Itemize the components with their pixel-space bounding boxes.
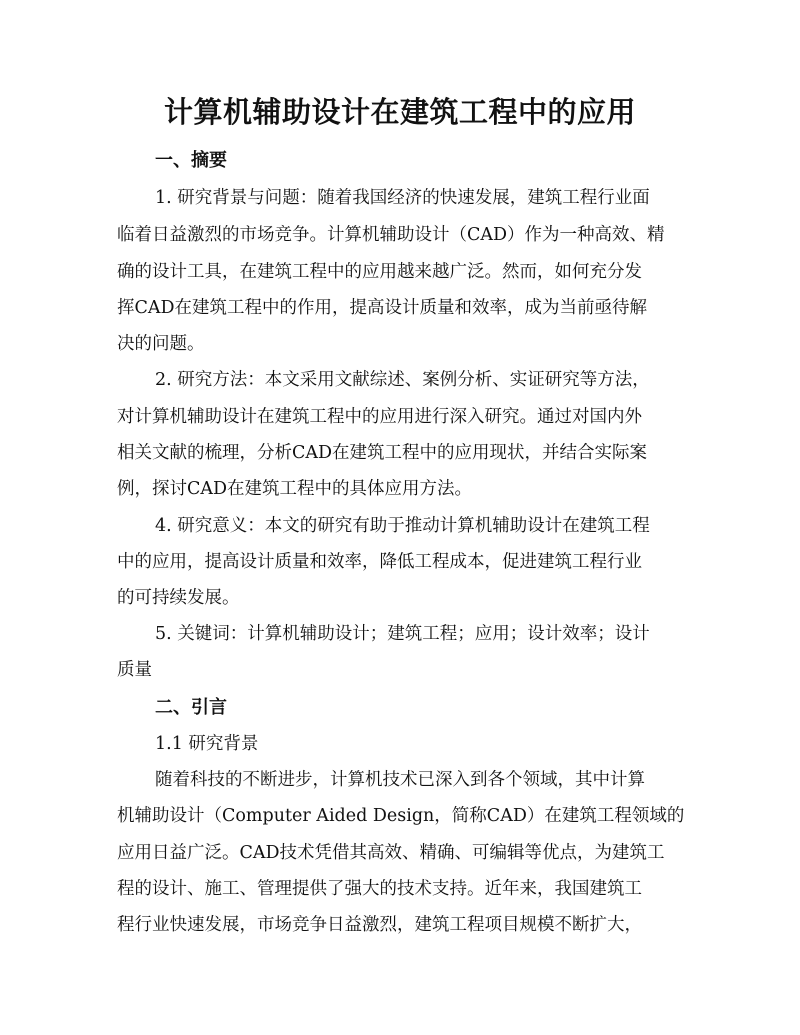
paragraph-line: 质量	[117, 660, 152, 680]
paragraph-line: 随着科技的不断进步，计算机技术已深入到各个领域，其中计算	[155, 770, 645, 790]
paragraph-line: 程行业快速发展，市场竞争日益激烈，建筑工程项目规模不断扩大，	[117, 915, 642, 935]
paragraph-line: 应用日益广泛。CAD技术凭借其高效、精确、可编辑等优点，为建筑工	[117, 843, 665, 863]
document-title: 计算机辅助设计在建筑工程中的应用	[163, 95, 636, 129]
paragraph-line: 的可持续发展。	[117, 588, 240, 608]
paragraph-line: 对计算机辅助设计在建筑工程中的应用进行深入研究。通过对国内外	[117, 407, 642, 427]
paragraph-line: 决的问题。	[117, 334, 205, 354]
paragraph-line: 2. 研究方法：本文采用文献综述、案例分析、实证研究等方法，	[155, 370, 650, 390]
section-heading-introduction: 二、引言	[155, 697, 227, 718]
paragraph-line: 程的设计、施工、管理提供了强大的技术支持。近年来，我国建筑工	[117, 879, 642, 899]
paragraph-line: 5. 关键词：计算机辅助设计；建筑工程；应用；设计效率；设计	[155, 624, 650, 644]
paragraph-line: 中的应用，提高设计质量和效率，降低工程成本，促进建筑工程行业	[117, 552, 642, 572]
subsection-heading: 1.1 研究背景	[155, 734, 259, 754]
paragraph-line: 机辅助设计（Computer Aided Design，简称CAD）在建筑工程领域的	[117, 806, 685, 826]
paragraph-line: 相关文献的梳理，分析CAD在建筑工程中的应用现状，并结合实际案	[117, 443, 648, 463]
paragraph-line: 确的设计工具，在建筑工程中的应用越来越广泛。然而，如何充分发	[117, 262, 642, 282]
paragraph-line: 挥CAD在建筑工程中的作用，提高设计质量和效率，成为当前亟待解	[117, 298, 648, 318]
section-heading-abstract: 一、摘要	[155, 150, 227, 171]
paragraph-line: 4. 研究意义：本文的研究有助于推动计算机辅助设计在建筑工程	[155, 516, 650, 536]
paragraph-line: 例，探讨CAD在建筑工程中的具体应用方法。	[117, 479, 473, 499]
paragraph-line: 1. 研究背景与问题：随着我国经济的快速发展，建筑工程行业面	[155, 188, 650, 208]
paragraph-line: 临着日益激烈的市场竞争。计算机辅助设计（CAD）作为一种高效、精	[117, 225, 665, 245]
